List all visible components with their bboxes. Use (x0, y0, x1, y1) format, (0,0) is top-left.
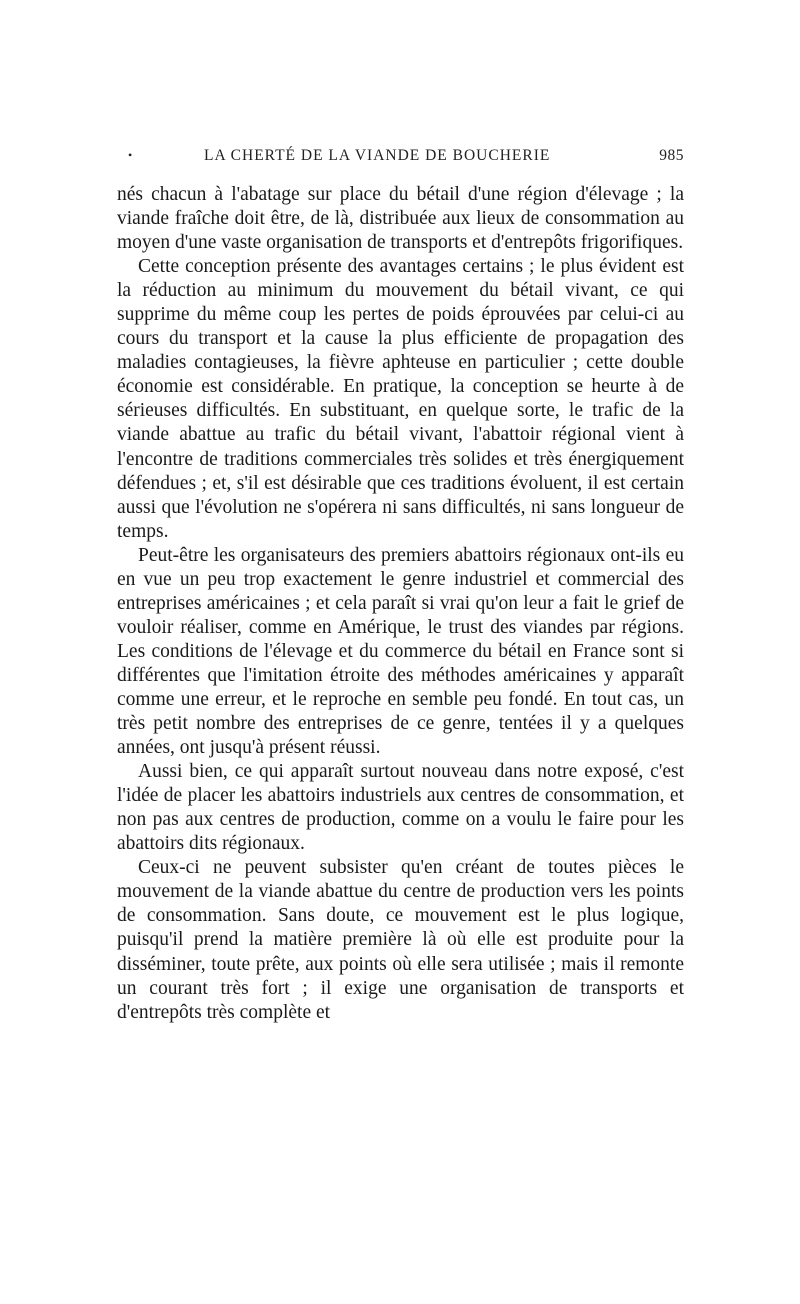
body-text (117, 183, 684, 1025)
paragraph: Peut-être les organisateurs des premiers abattoirs régionaux ont-ils eu en vue un peu trop exactement le genre industriel et commercial des entreprises américaines ; et cela paraît si vrai qu'on leur a fait le grief de vouloir réaliser, comme en Amérique, le trust des viandes par régions. Les conditions de l'élevage et du commerce du bétail en France sont si différentes que l'imitation étroite des méthodes américaines y apparaît comme une erreur, et le reproche en semble peu fondé. En tout cas, un très petit nombre des entreprises de ce genre, tentées il y a quelques années, ont jusqu'à présent réussi. (117, 544, 684, 759)
header-dot: • (128, 148, 134, 162)
page-number: 985 (659, 147, 684, 164)
paragraph-continued: nés chacun à l'abatage sur place du bétail d'une région d'élevage ; la viande fraîche doit être, de là, distribuée aux lieux de consommation au moyen d'une vaste organisation de transports et d'entrepôts frigorifiques. (117, 184, 684, 254)
paragraph: Aussi bien, ce qui apparaît surtout nouveau dans notre exposé, c'est l'idée de placer les abattoirs industriels aux centres de consommation, et non pas aux centres de production, comme on a voulu le faire pour les abattoirs dits régionaux. (117, 761, 684, 855)
paragraph: Cette conception présente des avantages certains ; le plus évident est la réduction au minimum du mouvement du bétail vivant, ce qui supprime du même coup les pertes de poids éprouvées par celui-ci au cours du transport et la cause la plus efficiente de propagation des maladies contagieuses, la fièvre aphteuse en particulier ; cette double économie est considérable. En pratique, la conception se heurte à de sérieuses difficultés. En substituant, en quelque sorte, le trafic de la viande abattue au trafic du bétail vivant, l'abattoir régional vient à l'encontre de traditions commerciales très solides et très énergiquement défendues ; et, s'il est désirable que ces traditions évoluent, il est certain aussi que l'évolution ne s'opérera ni sans difficultés, ni sans longueur de temps. (117, 256, 684, 542)
running-header (117, 147, 684, 171)
header-title: LA CHERTÉ DE LA VIANDE DE BOUCHERIE (204, 147, 551, 164)
paragraph-last: Ceux-ci ne peuvent subsister qu'en créant de toutes pièces le mouvement de la viande abattue du centre de production vers les points de consommation. Sans doute, ce mouvement est le plus logique, puisqu'il prend la matière première là où elle est produite pour la disséminer, toute prête, aux points où elle sera utilisée ; mais il remonte un courant très fort ; il exige une organisation de transports et d'entrepôts très complète et (117, 857, 684, 1023)
